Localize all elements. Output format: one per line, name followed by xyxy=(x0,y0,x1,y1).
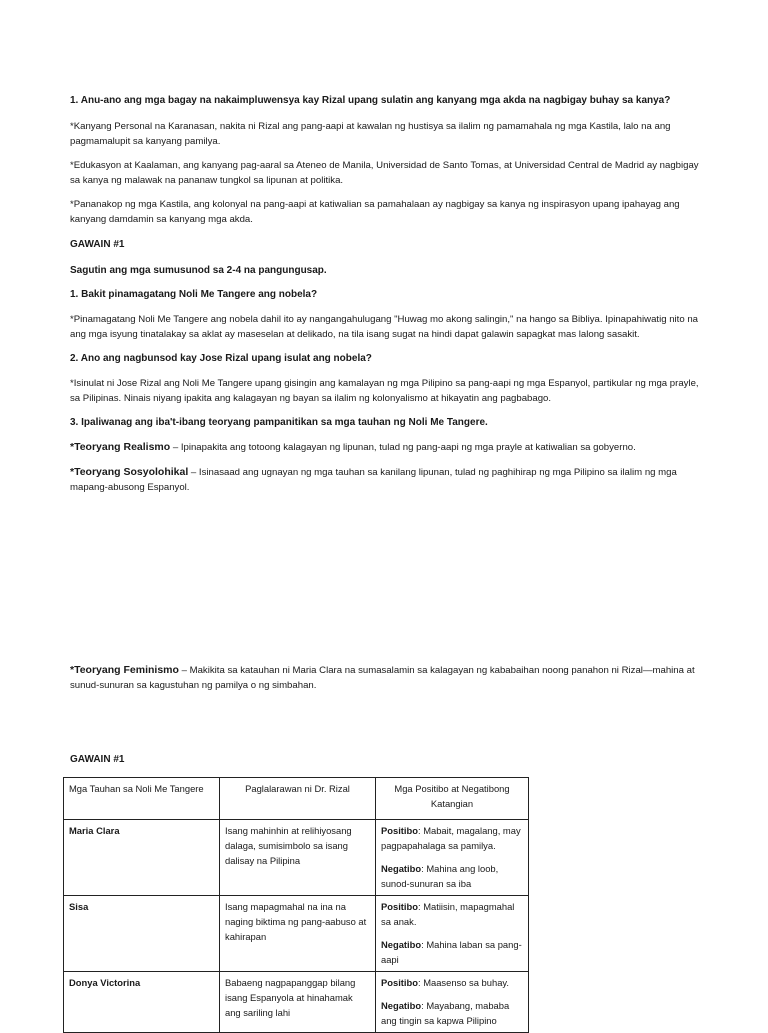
positibo-text: : Mabait, magalang, may pagpapahalaga sa pamilya. xyxy=(381,825,521,851)
negatibo-label: Negatibo xyxy=(381,863,422,874)
negatibo-text: : Mahina ang loob, sunod-sunuran sa iba xyxy=(381,863,499,889)
positibo-label: Positibo xyxy=(381,901,418,912)
character-name: Sisa xyxy=(64,896,220,972)
answer-1-personal: *Kanyang Personal na Karanasan, nakita ni Rizal ang pang-aapi at kawalan ng hustisya sa ilalim ng pamamahala ng mga Kastila, lalo na ang pagmamalupit sa kanyang pamilya. xyxy=(70,121,671,147)
positibo-text: : Matiisin, mapagmahal sa anak. xyxy=(381,901,515,927)
theory-sosyolohikal-text: – Isinasaad ang ugnayan ng mga tauhan sa kanilang lipunan, tulad ng paghihirap ng mga Pilipino sa ilalim ng mga mapang-abusong Espanyol. xyxy=(70,467,677,493)
gawain-answer-2: *Isinulat ni Jose Rizal ang Noli Me Tangere upang gisingin ang kamalayan ng mga Pilipino sa pang-aapi ng mga Espanyol, partikular ng mga prayle, sa Pilipinas. Ninais niyang ipakita ang kalagayan ng bayan sa ilalim ng kolonyalismo at hikayatin ang pagbabago. xyxy=(70,378,699,404)
gawain-heading: GAWAIN #1 xyxy=(70,239,125,250)
answer-1-pananakop: *Pananakop ng mga Kastila, ang kolonyal na pang-aapi at katiwalian sa pamahalaan ay nagbigay sa kanya ng inspirasyon upang ipahayag ang kanyang damdamin sa kanyang mga akda. xyxy=(70,199,680,225)
gawain-instruction: Sagutin ang mga sumusunod sa 2-4 na pangungusap. xyxy=(70,265,327,276)
positibo-label: Positibo xyxy=(381,977,418,988)
negatibo-label: Negatibo xyxy=(381,939,422,950)
theory-sosyolohikal-name: *Teoryang Sosyolohikal xyxy=(70,466,189,478)
theory-realismo-name: *Teoryang Realismo xyxy=(70,441,171,453)
header-tauhan: Mga Tauhan sa Noli Me Tangere xyxy=(64,778,220,820)
character-name: Maria Clara xyxy=(64,820,220,896)
character-traits xyxy=(376,820,529,896)
positibo-text: : Maasenso sa buhay. xyxy=(417,977,510,988)
negatibo-text: : Mayabang, mababa ang tingin sa kapwa Pilipino xyxy=(381,1000,510,1026)
theory-feminismo-name: *Teoryang Feminismo xyxy=(70,664,179,676)
character-traits xyxy=(376,896,529,972)
characters-table xyxy=(63,777,529,1033)
negatibo-text: : Mahina laban sa pang-aapi xyxy=(381,939,522,965)
character-description: Isang mahinhin at relihiyosang dalaga, sumisimbolo sa isang dalisay na Pilipina xyxy=(220,820,376,896)
character-name: Donya Victorina xyxy=(64,972,220,1033)
negatibo-label: Negatibo xyxy=(381,1000,422,1011)
gawain-question-2: 2. Ano ang nagbunsod kay Jose Rizal upang isulat ang nobela? xyxy=(70,353,372,364)
theory-feminismo xyxy=(70,663,702,693)
header-paglalarawan: Paglalarawan ni Dr. Rizal xyxy=(220,778,376,820)
theory-realismo xyxy=(70,440,702,455)
character-description: Babaeng nagpapanggap bilang isang Espanyola at hinahamak ang sariling lahi xyxy=(220,972,376,1033)
gawain-question-1: 1. Bakit pinamagatang Noli Me Tangere ang nobela? xyxy=(70,289,318,300)
theory-sosyolohikal xyxy=(70,465,702,495)
table-row xyxy=(64,820,529,896)
answer-1-edukasyon: *Edukasyon at Kaalaman, ang kanyang pag-aaral sa Ateneo de Manila, Universidad de Santo Tomas, at Universidad Central de Madrid ay nagbigay sa kanya ng malawak na pananaw tungkol sa lipunan at politika. xyxy=(70,160,699,186)
table-row xyxy=(64,896,529,972)
theory-feminismo-text: – Makikita sa katauhan ni Maria Clara na sumasalamin sa kalagayan ng kababaihan noong panahon ni Rizal—mahina at sunud-sunuran sa kagustuhan ng pamilya o ng simbahan. xyxy=(70,665,695,691)
question-1: 1. Anu-ano ang mga bagay na nakaimpluwensya kay Rizal upang sulatin ang kanyang mga akda na nagbigay buhay sa kanya? xyxy=(70,95,671,106)
table-row xyxy=(64,972,529,1033)
header-katangian: Mga Positibo at Negatibong Katangian xyxy=(376,778,529,820)
positibo-label: Positibo xyxy=(381,825,418,836)
table-header-row xyxy=(64,778,529,820)
theory-realismo-text: – Ipinapakita ang totoong kalagayan ng lipunan, tulad ng pang-aapi ng mga prayle at katiwalian sa gobyerno. xyxy=(170,442,636,453)
gawain-question-3: 3. Ipaliwanag ang iba't-ibang teoryang pampanitikan sa mga tauhan ng Noli Me Tangere. xyxy=(70,417,488,428)
character-description: Isang mapagmahal na ina na naging biktima ng pang-aabuso at kahirapan xyxy=(220,896,376,972)
character-traits xyxy=(376,972,529,1033)
table-heading: GAWAIN #1 xyxy=(70,754,125,765)
gawain-answer-1: *Pinamagatang Noli Me Tangere ang nobela dahil ito ay nangangahulugang "Huwag mo akong salingin," na hango sa Bibliya. Ipinapahiwatig nito na ang mga isyung tinatalakay sa aklat ay maseselan at delikado, na tila isang sugat na hindi dapat galawin sapagkat mas lalong sasakit. xyxy=(70,314,699,340)
